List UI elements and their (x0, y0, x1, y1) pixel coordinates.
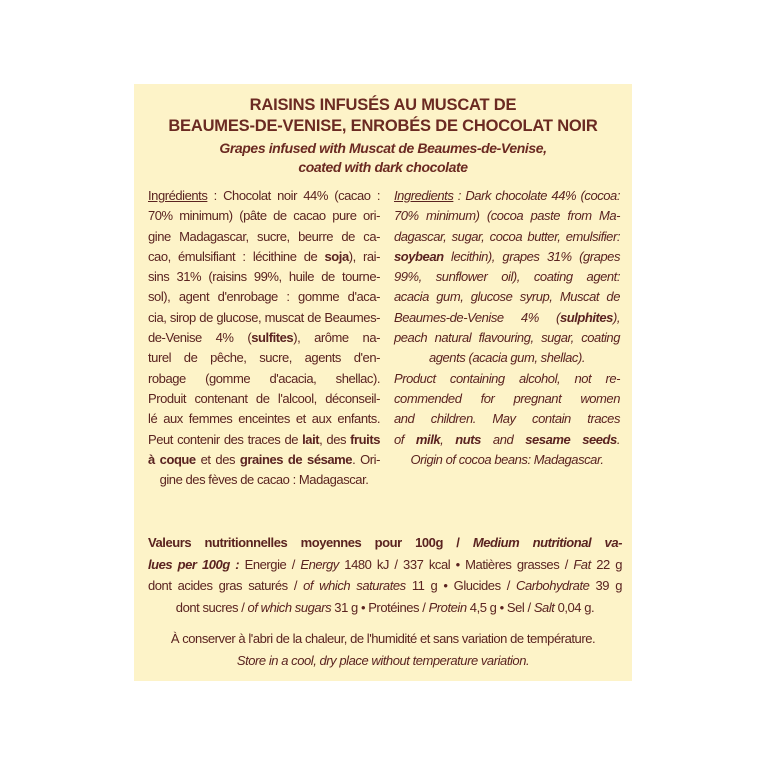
nutrition-text: 39 g (589, 578, 622, 593)
ingredients-en-text: and (480, 431, 526, 447)
allergen-soja: soja (324, 248, 349, 264)
ingredients-en-text: . (616, 431, 620, 447)
ingredients-en-line (394, 247, 620, 267)
nutrition-heading-en: Medium nutritional va- (472, 535, 622, 550)
ingredients-fr-text: : Chocolat noir 44% (cacao : (207, 188, 380, 203)
ingredients-fr-text: et des (195, 451, 240, 467)
nutrition-text-en: Protein (428, 599, 467, 615)
ingredients-en-line: Origin of cocoa beans: Madagascar. (410, 451, 604, 467)
nutrition-text: 4,5 g • Sel / (466, 599, 534, 615)
ingredients-fr-line (148, 450, 380, 470)
nutrition-facts (148, 532, 622, 618)
nutrition-text: 22 g (590, 556, 622, 572)
ingredients-en-text: Beaumes-de-Venise 4% ( (394, 309, 560, 325)
nutrition-text: 0,04 g. (554, 599, 595, 615)
allergen-lait: lait (302, 431, 320, 447)
nutrition-text: 1480 kJ / 337 kcal • Matières grasses / (338, 556, 574, 572)
allergen-a-coque: à coque (148, 451, 196, 467)
nutrition-text: dont acides gras saturés / (148, 578, 304, 593)
nutrition-line (148, 575, 622, 597)
ingredients-fr-text: ), arôme na- (293, 330, 380, 346)
nutrition-text-en: Energy (300, 556, 339, 572)
ingredients-fr-heading: Ingrédients (148, 188, 208, 203)
ingredients-en-line: Product containing alcohol, not re- (394, 370, 620, 386)
allergen-sulfites: sulfites (251, 330, 294, 346)
product-title-en-line1: Grapes infused with Muscat de Beaumes-de-Venise, (219, 140, 547, 156)
ingredients-fr-line (148, 186, 380, 206)
allergen-sesame-fr: graines de sésame (239, 451, 353, 467)
ingredients-fr-line (148, 328, 380, 348)
ingredients-en-text: lecithin), grapes 31% (grapes (443, 248, 620, 264)
ingredients-fr-line: sins 31% (raisins 99%, huile de tourne- (148, 269, 380, 285)
storage-en: Store in a cool, dry place without temperature variation. (236, 652, 530, 668)
ingredients-fr-line (148, 247, 380, 267)
ingredients-fr-text: Peut contenir des traces de (148, 431, 303, 447)
ingredients-fr-line: gine Madagascar, sucre, beurre de ca- (148, 228, 380, 244)
ingredients-fr-line: lé aux femmes enceintes et aux enfants. (148, 411, 380, 427)
ingredients-en-text: ), (612, 309, 620, 325)
ingredients-en-text: of (394, 431, 416, 447)
ingredients-en-text: , (440, 431, 456, 447)
ingredients-fr-text: de-Venise 4% ( (148, 330, 252, 346)
nutrition-text: 31 g • Protéines / (331, 599, 429, 615)
ingredients-fr-line: gine des fèves de cacao : Madagascar. (159, 472, 369, 488)
storage-fr: À conserver à l'abri de la chaleur, de l'humidité et sans variation de température. (170, 631, 596, 646)
ingredients-en-line: peach natural flavouring, sugar, coating (394, 330, 620, 346)
allergen-nuts: nuts (455, 431, 481, 447)
ingredients-en-line: dagascar, sugar, cocoa butter, emulsifier: (394, 228, 620, 244)
allergen-soybean: soybean (394, 248, 444, 264)
nutrition-text: dont sucres / (175, 599, 248, 615)
allergen-milk: milk (415, 431, 441, 447)
ingredients-en-line: commended for pregnant women (394, 390, 620, 406)
ingredients-en-line: agents (acacia gum, shellac). (428, 350, 586, 366)
product-title-fr-line2: BEAUMES-DE-VENISE, ENROBÉS DE CHOCOLAT NOIR (168, 117, 598, 135)
product-title-fr-line1: RAISINS INFUSÉS AU MUSCAT DE (249, 96, 517, 114)
ingredients-fr-line: turel de pêche, sucre, agents d'en- (148, 350, 380, 366)
ingredients-fr-text: . Ori- (352, 451, 380, 467)
ingredients-en-text: : Dark chocolate 44% (cocoa: (453, 188, 620, 203)
nutrition-text-en: Carbohydrate (516, 578, 590, 593)
allergen-sesame-en: sesame seeds (525, 431, 617, 447)
nutrition-line (148, 554, 622, 576)
nutrition-text-en: of which sugars (247, 599, 332, 615)
allergen-fruits: fruits (350, 431, 380, 447)
nutrition-line (148, 597, 622, 619)
ingredients-fr-line: sol), agent d'enrobage : gomme d'aca- (148, 289, 380, 305)
nutrition-text-en: Salt (533, 599, 555, 615)
ingredients-en (394, 186, 620, 470)
ingredients-fr (148, 186, 380, 490)
nutrition-text-en: of which saturates (303, 578, 406, 593)
product-title-en-line2: coated with dark chocolate (298, 159, 468, 175)
ingredients-fr-line (148, 430, 380, 450)
ingredients-en-line: acacia gum, glucose syrup, Muscat de (394, 289, 620, 305)
ingredients-en-line (394, 308, 620, 328)
ingredients-en-line (394, 430, 620, 450)
ingredients-en-line: 99%, sunflower oil), coating agent: (394, 269, 620, 285)
storage-instructions (134, 628, 632, 671)
nutrition-text: Energie / (239, 556, 301, 572)
ingredients-en-heading: Ingredients (394, 188, 454, 203)
ingredients-fr-line: robage (gomme d'acacia, shellac). (148, 370, 380, 386)
product-label (134, 84, 632, 681)
ingredients-en-line (394, 186, 620, 206)
nutrition-text-en: Fat (573, 556, 591, 572)
ingredients-fr-line: Produit contenant de l'alcool, déconseil- (148, 390, 380, 406)
ingredients-fr-text: ), rai- (348, 248, 380, 264)
ingredients-fr-line: 70% minimum) (pâte de cacao pure ori- (148, 208, 380, 224)
ingredients-en-line: 70% minimum) (cocoa paste from Ma- (394, 208, 620, 224)
ingredients-en-line: and children. May contain traces (394, 411, 620, 427)
nutrition-heading-fr: Valeurs nutritionnelles moyennes pour 100g / (148, 535, 473, 550)
nutrition-heading-en: lues per 100g : (148, 556, 240, 572)
ingredients-fr-line: cia, sirop de glucose, muscat de Beaumes- (148, 309, 380, 325)
nutrition-line (148, 532, 622, 554)
allergen-sulphites: sulphites (559, 309, 613, 325)
ingredients-fr-text: cao, émulsifiant : lécithine de (148, 248, 325, 264)
ingredients-fr-text: , des (319, 431, 351, 447)
nutrition-text: 11 g • Glucides / (405, 578, 517, 593)
